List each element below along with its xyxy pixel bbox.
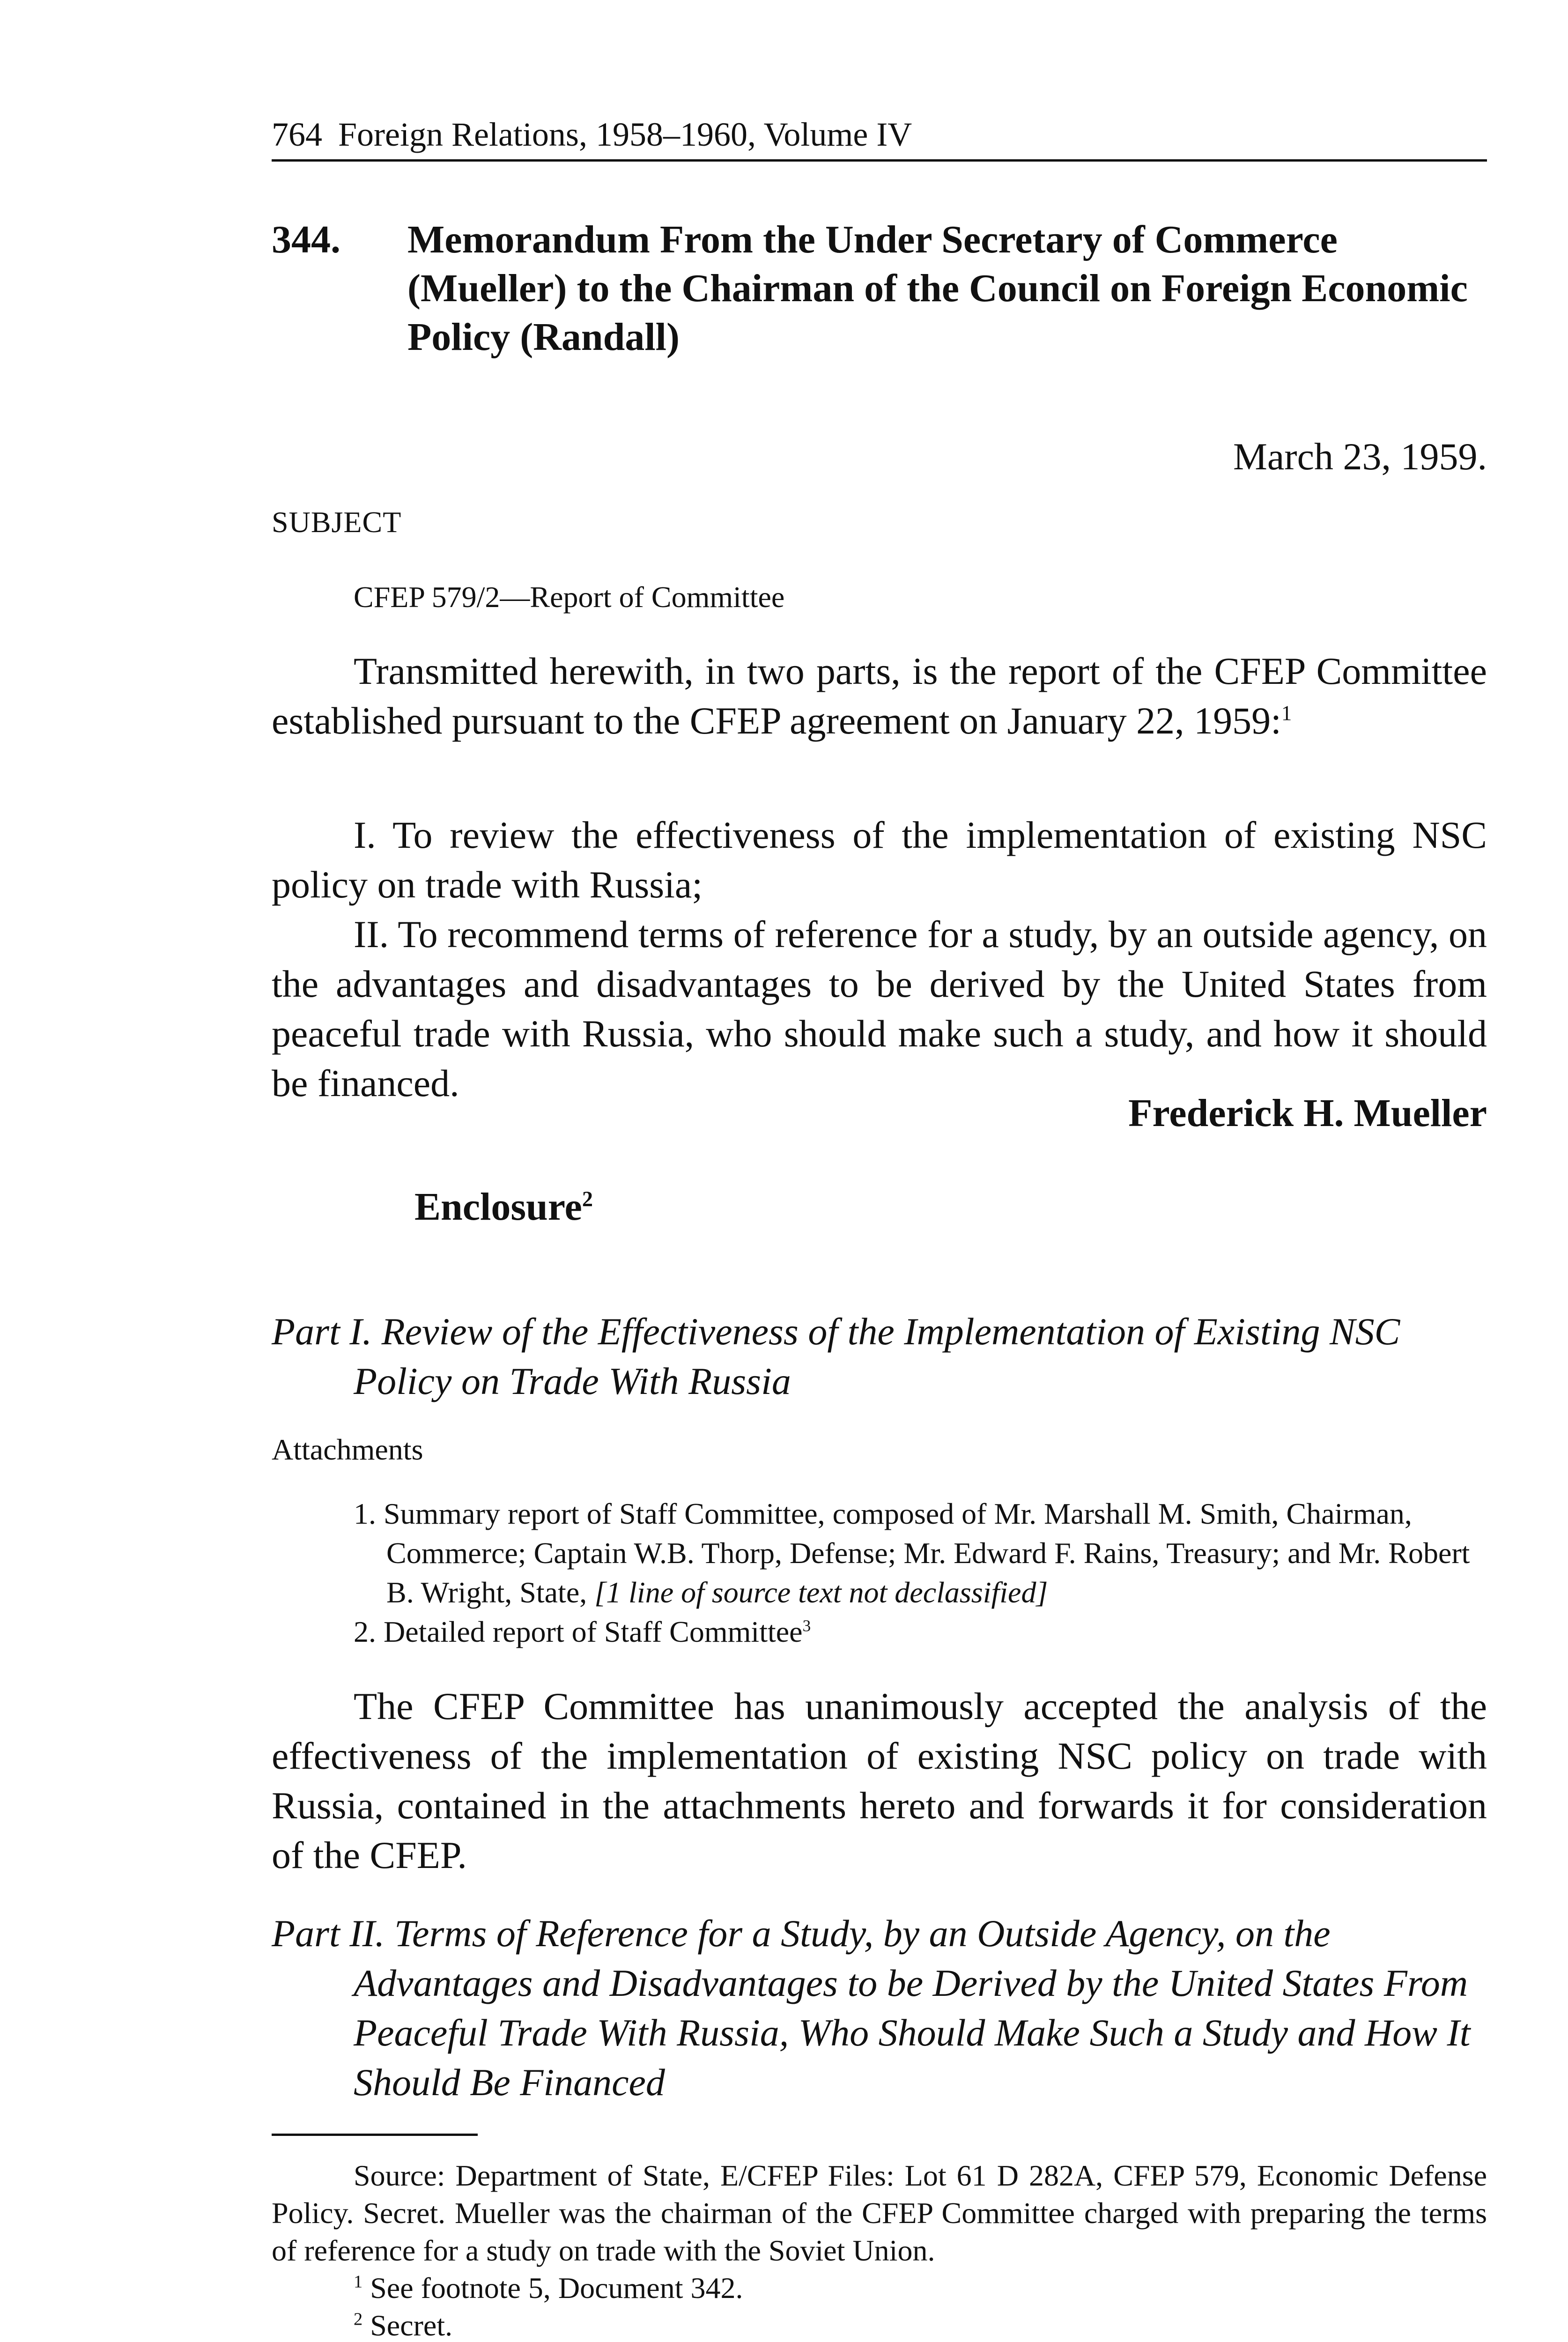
source-note: Source: Department of State, E/CFEP Files: Lot 61 D 282A, CFEP 579, Economic Defense Policy. Secret. Mueller was the chairman of the CFEP Committee charged with preparing the terms of reference for a study on trade with the Soviet Union. — [272, 2159, 1487, 2267]
footnote-ref-1: 1 — [1281, 701, 1292, 725]
enclosure-label: Enclosure — [414, 1185, 582, 1229]
footnote-ref-2: 2 — [582, 1187, 593, 1211]
document-number: 344. — [272, 218, 340, 261]
intro-item-2: II. To recommend terms of reference for a study, by an outside agency, on the advantages and disadvantages to be derived by the United States from peaceful trade with Russia, who should make such a study, and how it should be financed. — [272, 913, 1487, 1104]
intro-paragraph — [272, 646, 1487, 746]
part-2-heading: Part II. Terms of Reference for a Study, by an Outside Agency, on the Advantages and Disadvantages to be Derived by the United States From Peaceful Trade With Russia, Who Should Make Such a Study and How It Should Be Financed — [272, 1912, 1471, 2104]
footnote-ref-3: 3 — [802, 1616, 811, 1635]
subject-text: CFEP 579/2—Report of Committee — [354, 580, 785, 614]
footnote-1-mark: 1 — [354, 2272, 363, 2292]
attachment-item-1 — [354, 1494, 1487, 1612]
page-number: 764 — [272, 116, 322, 153]
document-title: Memorandum From the Under Secretary of Commerce (Mueller) to the Chairman of the Council on Foreign Economic Policy (Randall) — [407, 218, 1468, 359]
attachment-1-text: 1. Summary report of Staff Committee, composed of Mr. Marshall M. Smith, Chairman, Commerce; Captain W.B. Thorp, Defense; Mr. Edward F. Rains, Treasury; and Mr. Robert B. Wright, State, — [354, 1497, 1470, 1609]
intro-item-1: I. To review the effectiveness of the implementation of existing NSC policy on trade with Russia; — [272, 814, 1487, 906]
part-1-body: The CFEP Committee has unanimously accepted the analysis of the effectiveness of the implementation of existing NSC policy on trade with Russia, contained in the attachments hereto and forwards it for consideration of the CFEP. — [272, 1685, 1487, 1876]
footnote-1 — [272, 2269, 1487, 2307]
attachment-2-text: 2. Detailed report of Staff Committee — [354, 1615, 803, 1648]
footnote-2-text: Secret. — [370, 2309, 453, 2342]
attachment-item-2 — [354, 1612, 1487, 1652]
footnote-rule — [272, 2134, 478, 2136]
subject-label: SUBJECT — [272, 505, 402, 539]
footnote-2-mark: 2 — [354, 2309, 363, 2329]
footnotes — [272, 2157, 1487, 2342]
footnote-1-text: See footnote 5, Document 342. — [370, 2271, 743, 2305]
intro-items — [272, 810, 1487, 1108]
attachments-list — [354, 1494, 1487, 1652]
running-head — [272, 113, 1487, 162]
attachment-1-note: [1 line of source text not declassified] — [594, 1576, 1048, 1609]
part-1-heading: Part I. Review of the Effectiveness of the Implementation of Existing NSC Policy on Trade With Russia — [272, 1310, 1400, 1402]
intro-text: Transmitted herewith, in two parts, is the report of the CFEP Committee established pursuant to the CFEP agreement on January 22, 1959: — [272, 650, 1487, 742]
enclosure-heading — [414, 1183, 593, 1231]
volume-title: Foreign Relations, 1958–1960, Volume IV — [338, 116, 912, 153]
attachments-label: Attachments — [272, 1433, 423, 1466]
footnote-2 — [272, 2307, 1487, 2342]
signature: Frederick H. Mueller — [1128, 1091, 1487, 1135]
document-date: March 23, 1959. — [1233, 435, 1487, 478]
